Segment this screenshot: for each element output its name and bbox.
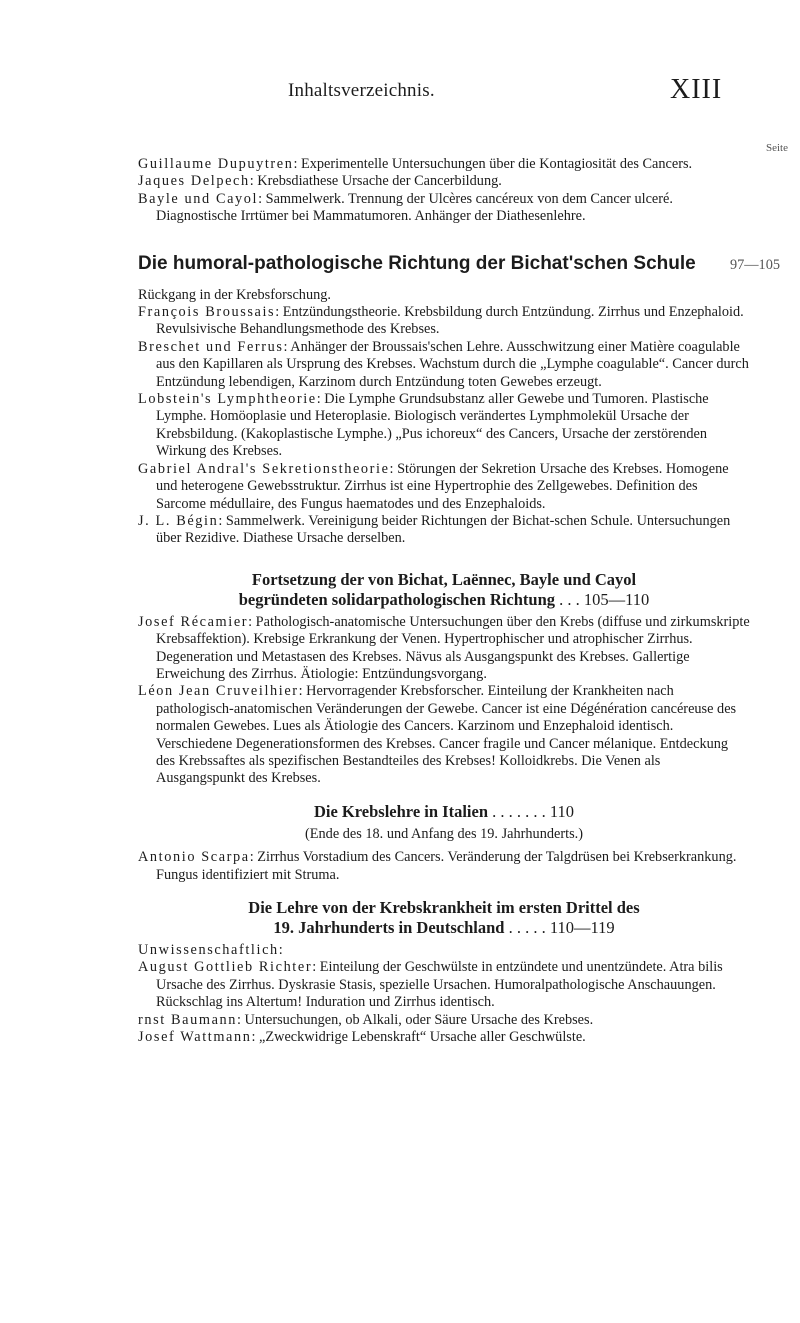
toc-entry <box>138 959 750 1011</box>
entry-text: : Krebsdiathese Ursache der Cancerbildung. <box>249 173 502 190</box>
section-title-line2-row <box>138 590 750 610</box>
section-pages: 110 <box>549 801 575 821</box>
entry-text: : Anhänger der Broussais'schen Lehre. Ausschwitzung einer Matière coagulable aus den Kapillaren als Ursprung des Krebses. Wachstum durch die „Lymphe coagulable“. Cancer durch Entzündung lebendigen, Karzinom durch Entzündung toten Gewebes erzeugt. <box>156 338 749 390</box>
entry-text: : Sammelwerk. Vereinigung beider Richtungen der Bichat-schen Schule. Untersuchungen über Rezidive. Diathese Ursache derselben. <box>156 512 731 547</box>
toc-body <box>138 156 780 1046</box>
section-pages: 97—105 <box>729 256 780 273</box>
entry-name: Bayle und Cayol <box>138 190 259 207</box>
section-heading-deutschland <box>138 898 750 938</box>
section-title-line2: 19. Jahrhunderts in Deutschland <box>273 918 505 937</box>
entry-text: : Hervorragender Krebsforscher. Einteilung der Krankheiten nach pathologisch-anatomischen Veränderungen der Gewebe. Cancer ist eine Dégénération cancéreuse des normalen Gewebes. Lues als Ätiologie des Cancers. Karzinom und Enzephaloid identisch. Verschiedene Degenerationsformen des Krebses. Cancer fragile und Cancer mélanique. Entdeckung des Krebssaftes als spezifischen Bestandteiles des Krebses! Kolloidkrebs. Die Venen als Ausgangspunkt des Krebses. <box>156 683 737 787</box>
toc-entry <box>138 849 750 884</box>
section-title: Die humoral-pathologische Richtung der Bichat'schen Schule <box>138 252 696 274</box>
entry-text: : Entzündungstheorie. Krebsbildung durch Entzündung. Zirrhus und Enzephaloid. Revulsivische Behandlungsmethode des Krebses. <box>156 304 744 338</box>
toc-entry <box>138 339 750 391</box>
toc-entry <box>138 191 750 226</box>
section-title: Die Krebslehre in Italien <box>313 801 488 821</box>
toc-entry <box>138 1012 750 1029</box>
toc-entry <box>138 513 750 548</box>
leader-dots: . . . . . <box>504 918 550 937</box>
section-title-line2-row <box>138 918 750 938</box>
toc-entry <box>138 287 750 304</box>
entry-name: Breschet und Ferrus <box>138 338 284 355</box>
section-heading-bichat <box>138 252 780 277</box>
entry-text: : Störungen der Sekretion Ursache des Krebses. Homogene und heterogene Gewebsstruktur. Zirrhus ist eine Hypertrophie des Zellgewebes. Definition des Sarcome médullaire, des Fungus haematodes und des Enzephaloids. <box>156 460 729 512</box>
entry-text: : „Zweckwidrige Lebenskraft“ Ursache aller Geschwülste. <box>251 1029 586 1046</box>
entry-text: : Pathologisch-anatomische Untersuchungen über den Krebs (diffuse und zirkumskripte Krebsaffektion). Krebsige Erkrankung der Venen. Hypertrophischer und atrophischer Zirrhus. Degeneration und Metastasen des Krebses. Nävus als Ausgangspunkt des Krebses. Gallertige Erweichung des Zirrhus. Ätiologie: Entzündungsvorgang. <box>156 613 750 682</box>
page-number: XIII <box>670 74 723 105</box>
toc-entry <box>138 614 750 684</box>
toc-entry <box>138 461 750 513</box>
toc-entry <box>138 304 750 339</box>
section-heading-italien <box>138 802 750 822</box>
entry-text: : Sammelwerk. Trennung der Ulcères cancéreux von dem Cancer ulceré. Diagnostische Irrtümer bei Mammatumoren. Anhänger der Diathesenlehre. <box>156 190 673 225</box>
section-pages: 105—110 <box>583 589 650 609</box>
entry-name: Josef Récamier <box>138 613 249 630</box>
entry-text: : Die Lymphe Grundsubstanz aller Gewebe und Tumoren. Plastische Lymphe. Homöoplasie und Heteroplasie. Biologisch verändertes Lymphmolekül Ursache der Krebsbildung. (Kakoplastische Lymphe.) „Pus ichoreux“ des Cancers, Ursache der zerstörenden Wirkung des Krebses. <box>156 391 709 460</box>
entry-name: J. L. Bégin <box>138 512 219 529</box>
entry-name: Antonio Scarpa <box>138 849 250 866</box>
leader-dots: . . . <box>555 589 584 609</box>
entry-text: : Einteilung der Geschwülste in entzündete und unentzündete. Atra bilis Ursache des Zirrhus. Dyskrasie Stasis, spezielle Ursachen. Humoralpathologische Anschauungen. Rückschlag ins Altertum! Induration und Zirrhus identisch. <box>156 959 723 1011</box>
entry-name: Lobstein's Lymphtheorie <box>138 391 317 408</box>
subheading-unwissenschaftlich: Unwissenschaftlich: <box>138 942 285 958</box>
entry-text: : Untersuchungen, ob Alkali, oder Säure Ursache des Krebses. <box>237 1011 594 1028</box>
entry-name: August Gottlieb Richter <box>138 959 313 976</box>
entry-name: Léon Jean Cruveilhier <box>138 683 299 700</box>
toc-entry <box>138 391 750 461</box>
section-heading-fortsetzung <box>138 570 750 610</box>
entry-text: : Experimentelle Untersuchungen über die Kontagiosität des Cancers. <box>293 156 693 172</box>
seite-label: Seite <box>766 142 788 154</box>
leader-dots: . . . . . . . <box>488 801 550 821</box>
toc-entry <box>138 1029 750 1046</box>
section-title-line2: begründeten solidarpathologischen Richtung <box>238 589 556 609</box>
entry-text: : Zirrhus Vorstadium des Cancers. Veränderung der Talgdrüsen bei Krebserkrankung. Fungus identifiziert mit Struma. <box>156 849 737 883</box>
section-note: (Ende des 18. und Anfang des 19. Jahrhunderts.) <box>305 825 583 842</box>
running-title: Inhaltsverzeichnis. <box>288 80 435 101</box>
toc-entry <box>138 173 750 190</box>
entry-name: Jaques Delpech <box>138 173 250 190</box>
entry-name: Gabriel Andral's Sekretionstheorie <box>138 460 390 477</box>
section-pages: 110—119 <box>549 918 615 937</box>
toc-entry <box>138 683 750 787</box>
entry-name: François Broussais <box>138 304 276 321</box>
section-title-line1: Fortsetzung der von Bichat, Laënnec, Bayle und Cayol <box>251 569 637 589</box>
entry-name: Guillaume Dupuytren <box>138 156 294 172</box>
section-title-line1: Die Lehre von der Krebskrankheit im ersten Drittel des <box>248 898 640 917</box>
entry-text: Rückgang in der Krebsforschung. <box>138 286 331 303</box>
entry-name: rnst Baumann <box>138 1011 238 1028</box>
entry-name: Josef Wattmann <box>138 1029 252 1046</box>
running-head <box>0 74 800 114</box>
toc-entry <box>138 156 750 173</box>
